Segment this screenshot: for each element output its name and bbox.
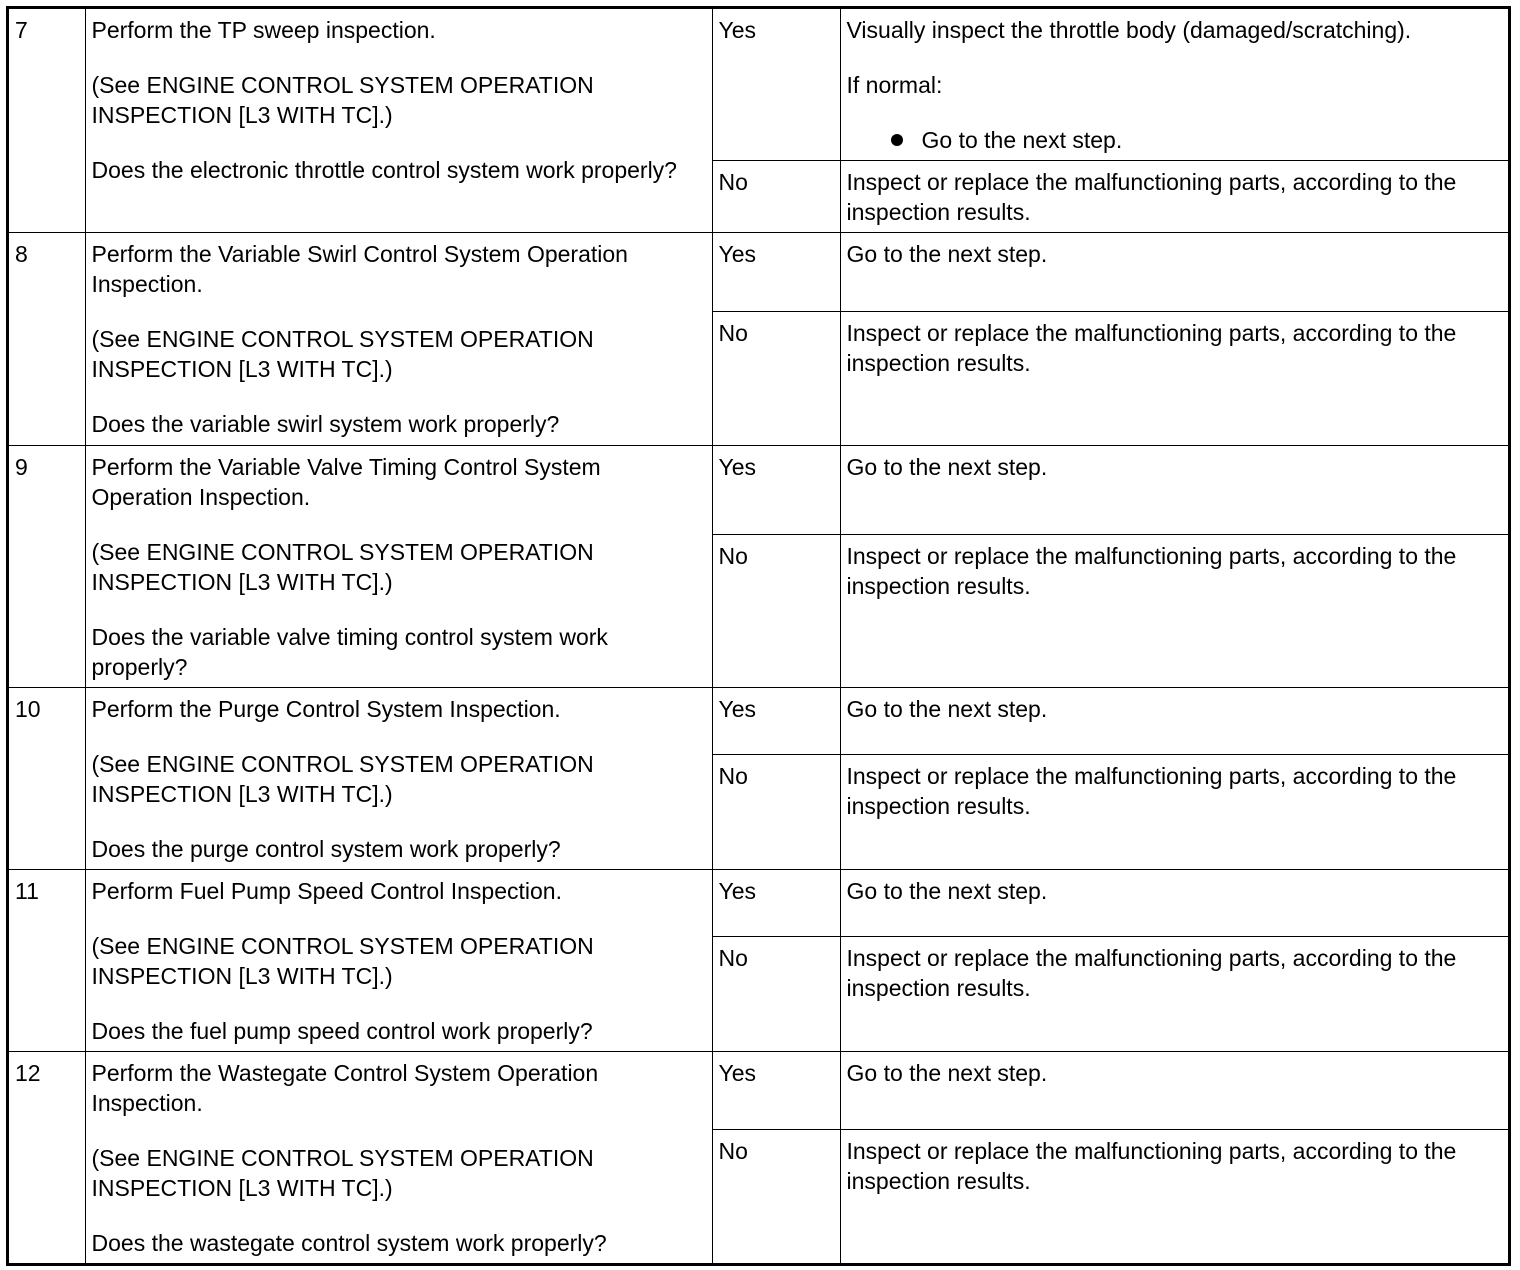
step-number: 10 bbox=[9, 687, 85, 869]
action-reference: (See ENGINE CONTROL SYSTEM OPERATION INSPECTION [L3 WITH TC].) bbox=[91, 72, 594, 128]
result-no-label: No bbox=[712, 534, 840, 687]
step-row-9-yes bbox=[9, 445, 1508, 534]
result-no-label: No bbox=[712, 1129, 840, 1263]
diagnostic-table-frame bbox=[6, 6, 1511, 1266]
action-instruction: Perform the Variable Valve Timing Control System Operation Inspection. bbox=[91, 453, 601, 510]
action-instruction: Perform Fuel Pump Speed Control Inspection. bbox=[91, 877, 562, 904]
step-action bbox=[85, 869, 712, 1051]
action-question: Does the variable valve timing control system work properly? bbox=[91, 623, 608, 680]
step-action bbox=[85, 232, 712, 445]
result-no-detail: Inspect or replace the malfunctioning parts, according to the inspection results. bbox=[840, 936, 1508, 1051]
action-reference: (See ENGINE CONTROL SYSTEM OPERATION INSPECTION [L3 WITH TC].) bbox=[91, 750, 594, 807]
step-action bbox=[85, 1051, 712, 1263]
detail-bullet-item bbox=[847, 125, 1501, 155]
result-yes-label: Yes bbox=[712, 687, 840, 754]
result-no-label: No bbox=[712, 754, 840, 869]
result-no-detail: Inspect or replace the malfunctioning parts, according to the inspection results. bbox=[840, 160, 1508, 232]
step-action bbox=[85, 445, 712, 687]
action-reference: (See ENGINE CONTROL SYSTEM OPERATION INSPECTION [L3 WITH TC].) bbox=[91, 1144, 594, 1201]
detail-text: Visually inspect the throttle body (damaged/scratching). bbox=[846, 17, 1412, 43]
result-no-label: No bbox=[712, 160, 840, 232]
result-no-detail: Inspect or replace the malfunctioning parts, according to the inspection results. bbox=[840, 311, 1508, 445]
result-yes-label: Yes bbox=[712, 445, 840, 534]
result-yes-detail: Go to the next step. bbox=[840, 232, 1508, 311]
step-number: 8 bbox=[9, 232, 85, 445]
step-action bbox=[85, 9, 712, 232]
action-instruction: Perform the TP sweep inspection. bbox=[91, 17, 436, 43]
action-question: Does the fuel pump speed control work properly? bbox=[91, 1017, 593, 1044]
step-number: 12 bbox=[9, 1051, 85, 1263]
result-yes-detail bbox=[840, 9, 1508, 160]
action-instruction: Perform the Wastegate Control System Operation Inspection. bbox=[91, 1059, 599, 1116]
step-number: 11 bbox=[9, 869, 85, 1051]
result-no-detail: Inspect or replace the malfunctioning parts, according to the inspection results. bbox=[840, 534, 1508, 687]
result-yes-detail: Go to the next step. bbox=[840, 687, 1508, 754]
detail-subtext: If normal: bbox=[846, 72, 943, 98]
action-instruction: Perform the Purge Control System Inspection. bbox=[91, 695, 561, 722]
step-row-10-yes bbox=[9, 687, 1508, 754]
result-yes-detail: Go to the next step. bbox=[840, 869, 1508, 936]
detail-bullet-list bbox=[847, 125, 1501, 155]
action-question: Does the wastegate control system work properly? bbox=[91, 1229, 607, 1256]
action-question: Does the electronic throttle control system work properly? bbox=[91, 157, 677, 183]
bullet-dot-icon bbox=[891, 134, 903, 146]
step-row-8-yes bbox=[9, 232, 1508, 311]
result-no-detail: Inspect or replace the malfunctioning parts, according to the inspection results. bbox=[840, 754, 1508, 869]
step-action bbox=[85, 687, 712, 869]
detail-bullet-text: Go to the next step. bbox=[921, 127, 1123, 153]
step-row-12-yes bbox=[9, 1051, 1508, 1129]
step-number: 9 bbox=[9, 445, 85, 687]
action-reference: (See ENGINE CONTROL SYSTEM OPERATION INSPECTION [L3 WITH TC].) bbox=[91, 932, 594, 989]
result-no-label: No bbox=[712, 936, 840, 1051]
result-yes-label: Yes bbox=[712, 1051, 840, 1129]
result-no-detail: Inspect or replace the malfunctioning parts, according to the inspection results. bbox=[840, 1129, 1508, 1263]
result-yes-detail: Go to the next step. bbox=[840, 445, 1508, 534]
action-reference: (See ENGINE CONTROL SYSTEM OPERATION INSPECTION [L3 WITH TC].) bbox=[91, 325, 594, 382]
step-number: 7 bbox=[9, 9, 85, 232]
result-yes-label: Yes bbox=[712, 9, 840, 160]
step-row-7-yes bbox=[9, 9, 1508, 160]
action-instruction: Perform the Variable Swirl Control System Operation Inspection. bbox=[91, 240, 628, 297]
action-question: Does the purge control system work properly? bbox=[91, 835, 561, 862]
action-question: Does the variable swirl system work properly? bbox=[91, 410, 560, 437]
step-row-11-yes bbox=[9, 869, 1508, 936]
action-reference: (See ENGINE CONTROL SYSTEM OPERATION INSPECTION [L3 WITH TC].) bbox=[91, 538, 594, 595]
result-yes-label: Yes bbox=[712, 869, 840, 936]
result-no-label: No bbox=[712, 311, 840, 445]
result-yes-label: Yes bbox=[712, 232, 840, 311]
result-yes-detail: Go to the next step. bbox=[840, 1051, 1508, 1129]
diagnostic-procedure-table bbox=[9, 9, 1508, 1264]
